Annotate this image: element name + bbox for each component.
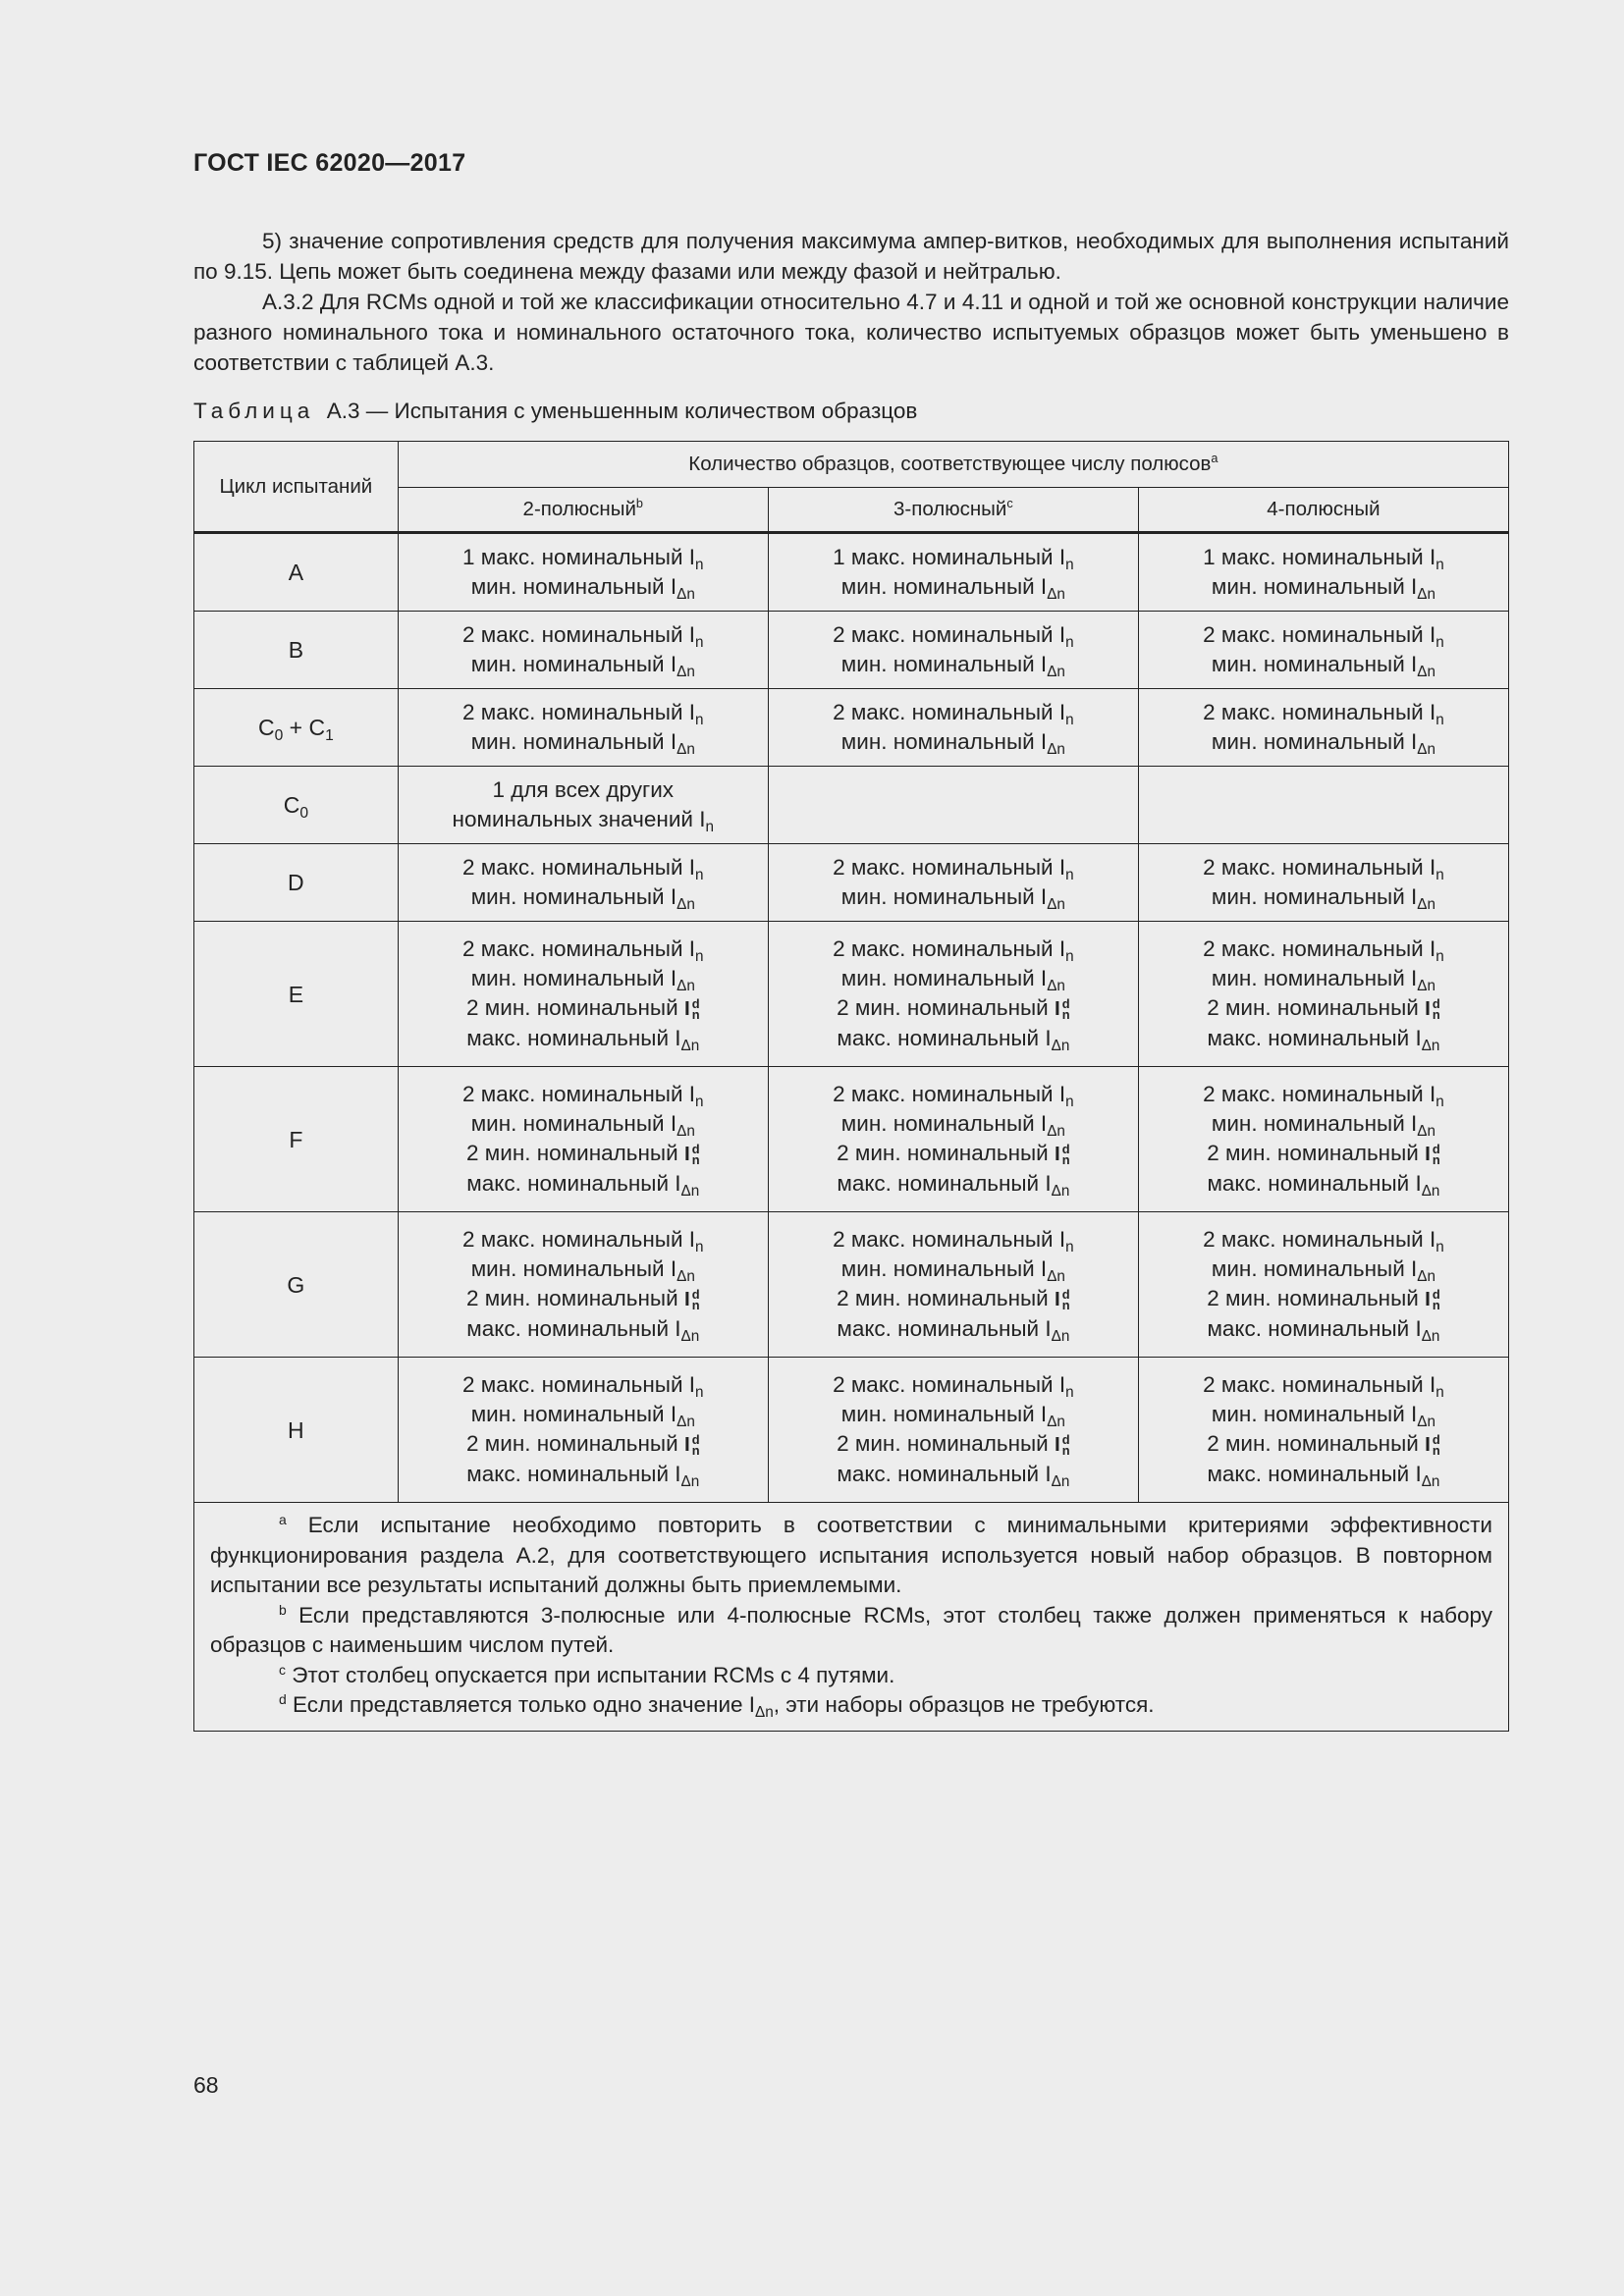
sample-cell-3-pole bbox=[768, 767, 1138, 844]
sample-cell-4-pole: 2 макс. номинальный $I_n$ мин. номинальный $I_{\Delta n}$ 2 мин. номинальный I d n макс. номинальный $I_{\Delta n}$ bbox=[1138, 922, 1508, 1067]
test-cycle-cell: В bbox=[194, 612, 399, 689]
sample-cell-4-pole: 2 макс. номинальный $I_n$ мин. номинальный $I_{\Delta n}$ bbox=[1138, 612, 1508, 689]
sample-cell-3-pole: 2 макс. номинальный $I_n$ мин. номинальный $I_{\Delta n}$ 2 мин. номинальный I d n макс. номинальный $I_{\Delta n}$ bbox=[768, 1212, 1138, 1358]
document-header: ГОСТ IEC 62020—2017 bbox=[193, 149, 466, 177]
sample-cell-2-pole: 2 макс. номинальный $I_n$ мин. номинальный $I_{\Delta n}$ 2 мин. номинальный I d n макс. номинальный $I_{\Delta n}$ bbox=[398, 1067, 768, 1212]
table-row bbox=[194, 922, 1509, 1067]
sample-cell-3-pole: 1 макс. номинальный $I_n$ мин. номинальный $I_{\Delta n}$ bbox=[768, 533, 1138, 612]
table-row bbox=[194, 1067, 1509, 1212]
sample-cell-3-pole: 2 макс. номинальный $I_n$ мин. номинальный $I_{\Delta n}$ bbox=[768, 612, 1138, 689]
sample-cell-2-pole: 2 макс. номинальный $I_n$ мин. номинальный $I_{\Delta n}$ bbox=[398, 689, 768, 767]
page-number: 68 bbox=[193, 2072, 219, 2098]
intro-text bbox=[193, 226, 1509, 378]
test-cycle-cell: Е bbox=[194, 922, 399, 1067]
test-cycle-cell: Н bbox=[194, 1358, 399, 1503]
sample-cell-2-pole: 2 макс. номинальный $I_n$ мин. номинальный $I_{\Delta n}$ bbox=[398, 612, 768, 689]
test-cycle-cell: D bbox=[194, 844, 399, 922]
table-body bbox=[194, 533, 1509, 1503]
sample-cell-4-pole: 2 макс. номинальный $I_n$ мин. номинальный $I_{\Delta n}$ 2 мин. номинальный I d n макс. номинальный $I_{\Delta n}$ bbox=[1138, 1358, 1508, 1503]
table-caption bbox=[193, 399, 917, 424]
table-caption-text: А.3 — Испытания с уменьшенным количеством образцов bbox=[326, 399, 918, 423]
table-footnotes bbox=[194, 1503, 1509, 1732]
test-cycle-cell: А bbox=[194, 533, 399, 612]
header-3-pole: 3-полюсный$^c$ bbox=[768, 488, 1138, 533]
sample-cell-2-pole: 1 для всех других номинальных значений $I_n$ bbox=[398, 767, 768, 844]
sample-cell-4-pole bbox=[1138, 767, 1508, 844]
sample-cell-4-pole: 1 макс. номинальный $I_n$ мин. номинальный $I_{\Delta n}$ bbox=[1138, 533, 1508, 612]
sample-cell-4-pole: 2 макс. номинальный $I_n$ мин. номинальный $I_{\Delta n}$ 2 мин. номинальный I d n макс. номинальный $I_{\Delta n}$ bbox=[1138, 1212, 1508, 1358]
table-row bbox=[194, 689, 1509, 767]
header-4-pole: 4-полюсный bbox=[1138, 488, 1508, 533]
test-cycle-cell: F bbox=[194, 1067, 399, 1212]
table-row bbox=[194, 844, 1509, 922]
footnote-c: $^c$ Этот столбец опускается при испытании RCMs с 4 путями. bbox=[279, 1661, 895, 1687]
footnote-a: $^a$ Если испытание необходимо повторить в соответствии с минимальными критериями эффективности функционирования раздела А.2, для соответствующего испытания используется новый набор образцов. В повторном испытании все результаты испытаний должны быть приемлемыми. bbox=[210, 1512, 1492, 1597]
sample-cell-3-pole: 2 макс. номинальный $I_n$ мин. номинальный $I_{\Delta n}$ bbox=[768, 689, 1138, 767]
table-row bbox=[194, 1358, 1509, 1503]
table-caption-word: Таблица bbox=[193, 399, 315, 423]
sample-cell-2-pole: 2 макс. номинальный $I_n$ мин. номинальный $I_{\Delta n}$ 2 мин. номинальный I d n макс. номинальный $I_{\Delta n}$ bbox=[398, 1212, 768, 1358]
footnote-d: $^d$ Если представляется только одно значение $I_{\Delta n}$, эти наборы образцов не требуются. bbox=[279, 1691, 1155, 1721]
table-row bbox=[194, 767, 1509, 844]
test-cycle-cell: G bbox=[194, 1212, 399, 1358]
sample-cell-3-pole: 2 макс. номинальный $I_n$ мин. номинальный $I_{\Delta n}$ 2 мин. номинальный I d n макс. номинальный $I_{\Delta n}$ bbox=[768, 1358, 1138, 1503]
test-cycle-cell: $С_0 + С_1$ bbox=[194, 689, 399, 767]
table-row bbox=[194, 1212, 1509, 1358]
test-cycle-cell: $С_0$ bbox=[194, 767, 399, 844]
sample-cell-2-pole: 2 макс. номинальный $I_n$ мин. номинальный $I_{\Delta n}$ 2 мин. номинальный I d n макс. номинальный $I_{\Delta n}$ bbox=[398, 1358, 768, 1503]
sample-cell-4-pole: 2 макс. номинальный $I_n$ мин. номинальный $I_{\Delta n}$ bbox=[1138, 844, 1508, 922]
intro-paragraph-2: А.3.2 Для RCMs одной и той же классификации относительно 4.7 и 4.11 и одной и той же основной конструкции наличие разного номинального тока и номинального остаточного тока, количество испытуемых образцов может быть уменьшено в соответствии с таблицей А.3. bbox=[193, 290, 1509, 375]
header-test-cycle: Цикл испытаний bbox=[194, 442, 399, 533]
footnote-b: $^b$ Если представляются 3-полюсные или 4-полюсные RCMs, этот столбец также должен применяться к набору образцов с наименьшим числом путей. bbox=[210, 1601, 1492, 1657]
sample-cell-4-pole: 2 макс. номинальный $I_n$ мин. номинальный $I_{\Delta n}$ 2 мин. номинальный I d n макс. номинальный $I_{\Delta n}$ bbox=[1138, 1067, 1508, 1212]
sample-cell-2-pole: 2 макс. номинальный $I_n$ мин. номинальный $I_{\Delta n}$ 2 мин. номинальный I d n макс. номинальный $I_{\Delta n}$ bbox=[398, 922, 768, 1067]
table-row bbox=[194, 612, 1509, 689]
sample-cell-3-pole: 2 макс. номинальный $I_n$ мин. номинальный $I_{\Delta n}$ bbox=[768, 844, 1138, 922]
table-row bbox=[194, 533, 1509, 612]
sample-cell-3-pole: 2 макс. номинальный $I_n$ мин. номинальный $I_{\Delta n}$ 2 мин. номинальный I d n макс. номинальный $I_{\Delta n}$ bbox=[768, 922, 1138, 1067]
sample-cell-3-pole: 2 макс. номинальный $I_n$ мин. номинальный $I_{\Delta n}$ 2 мин. номинальный I d n макс. номинальный $I_{\Delta n}$ bbox=[768, 1067, 1138, 1212]
intro-paragraph-1: 5) значение сопротивления средств для получения максимума ампер-витков, необходимых для выполнения испытаний по 9.15. Цепь может быть соединена между фазами или между фазой и нейтралью. bbox=[193, 229, 1509, 284]
samples-table bbox=[193, 441, 1509, 1732]
header-2-pole: 2-полюсный$^b$ bbox=[398, 488, 768, 533]
sample-cell-2-pole: 1 макс. номинальный $I_n$ мин. номинальный $I_{\Delta n}$ bbox=[398, 533, 768, 612]
sample-cell-4-pole: 2 макс. номинальный $I_n$ мин. номинальный $I_{\Delta n}$ bbox=[1138, 689, 1508, 767]
header-sample-count: Количество образцов, соответствующее числу полюсов$^a$ bbox=[398, 442, 1508, 488]
sample-cell-2-pole: 2 макс. номинальный $I_n$ мин. номинальный $I_{\Delta n}$ bbox=[398, 844, 768, 922]
